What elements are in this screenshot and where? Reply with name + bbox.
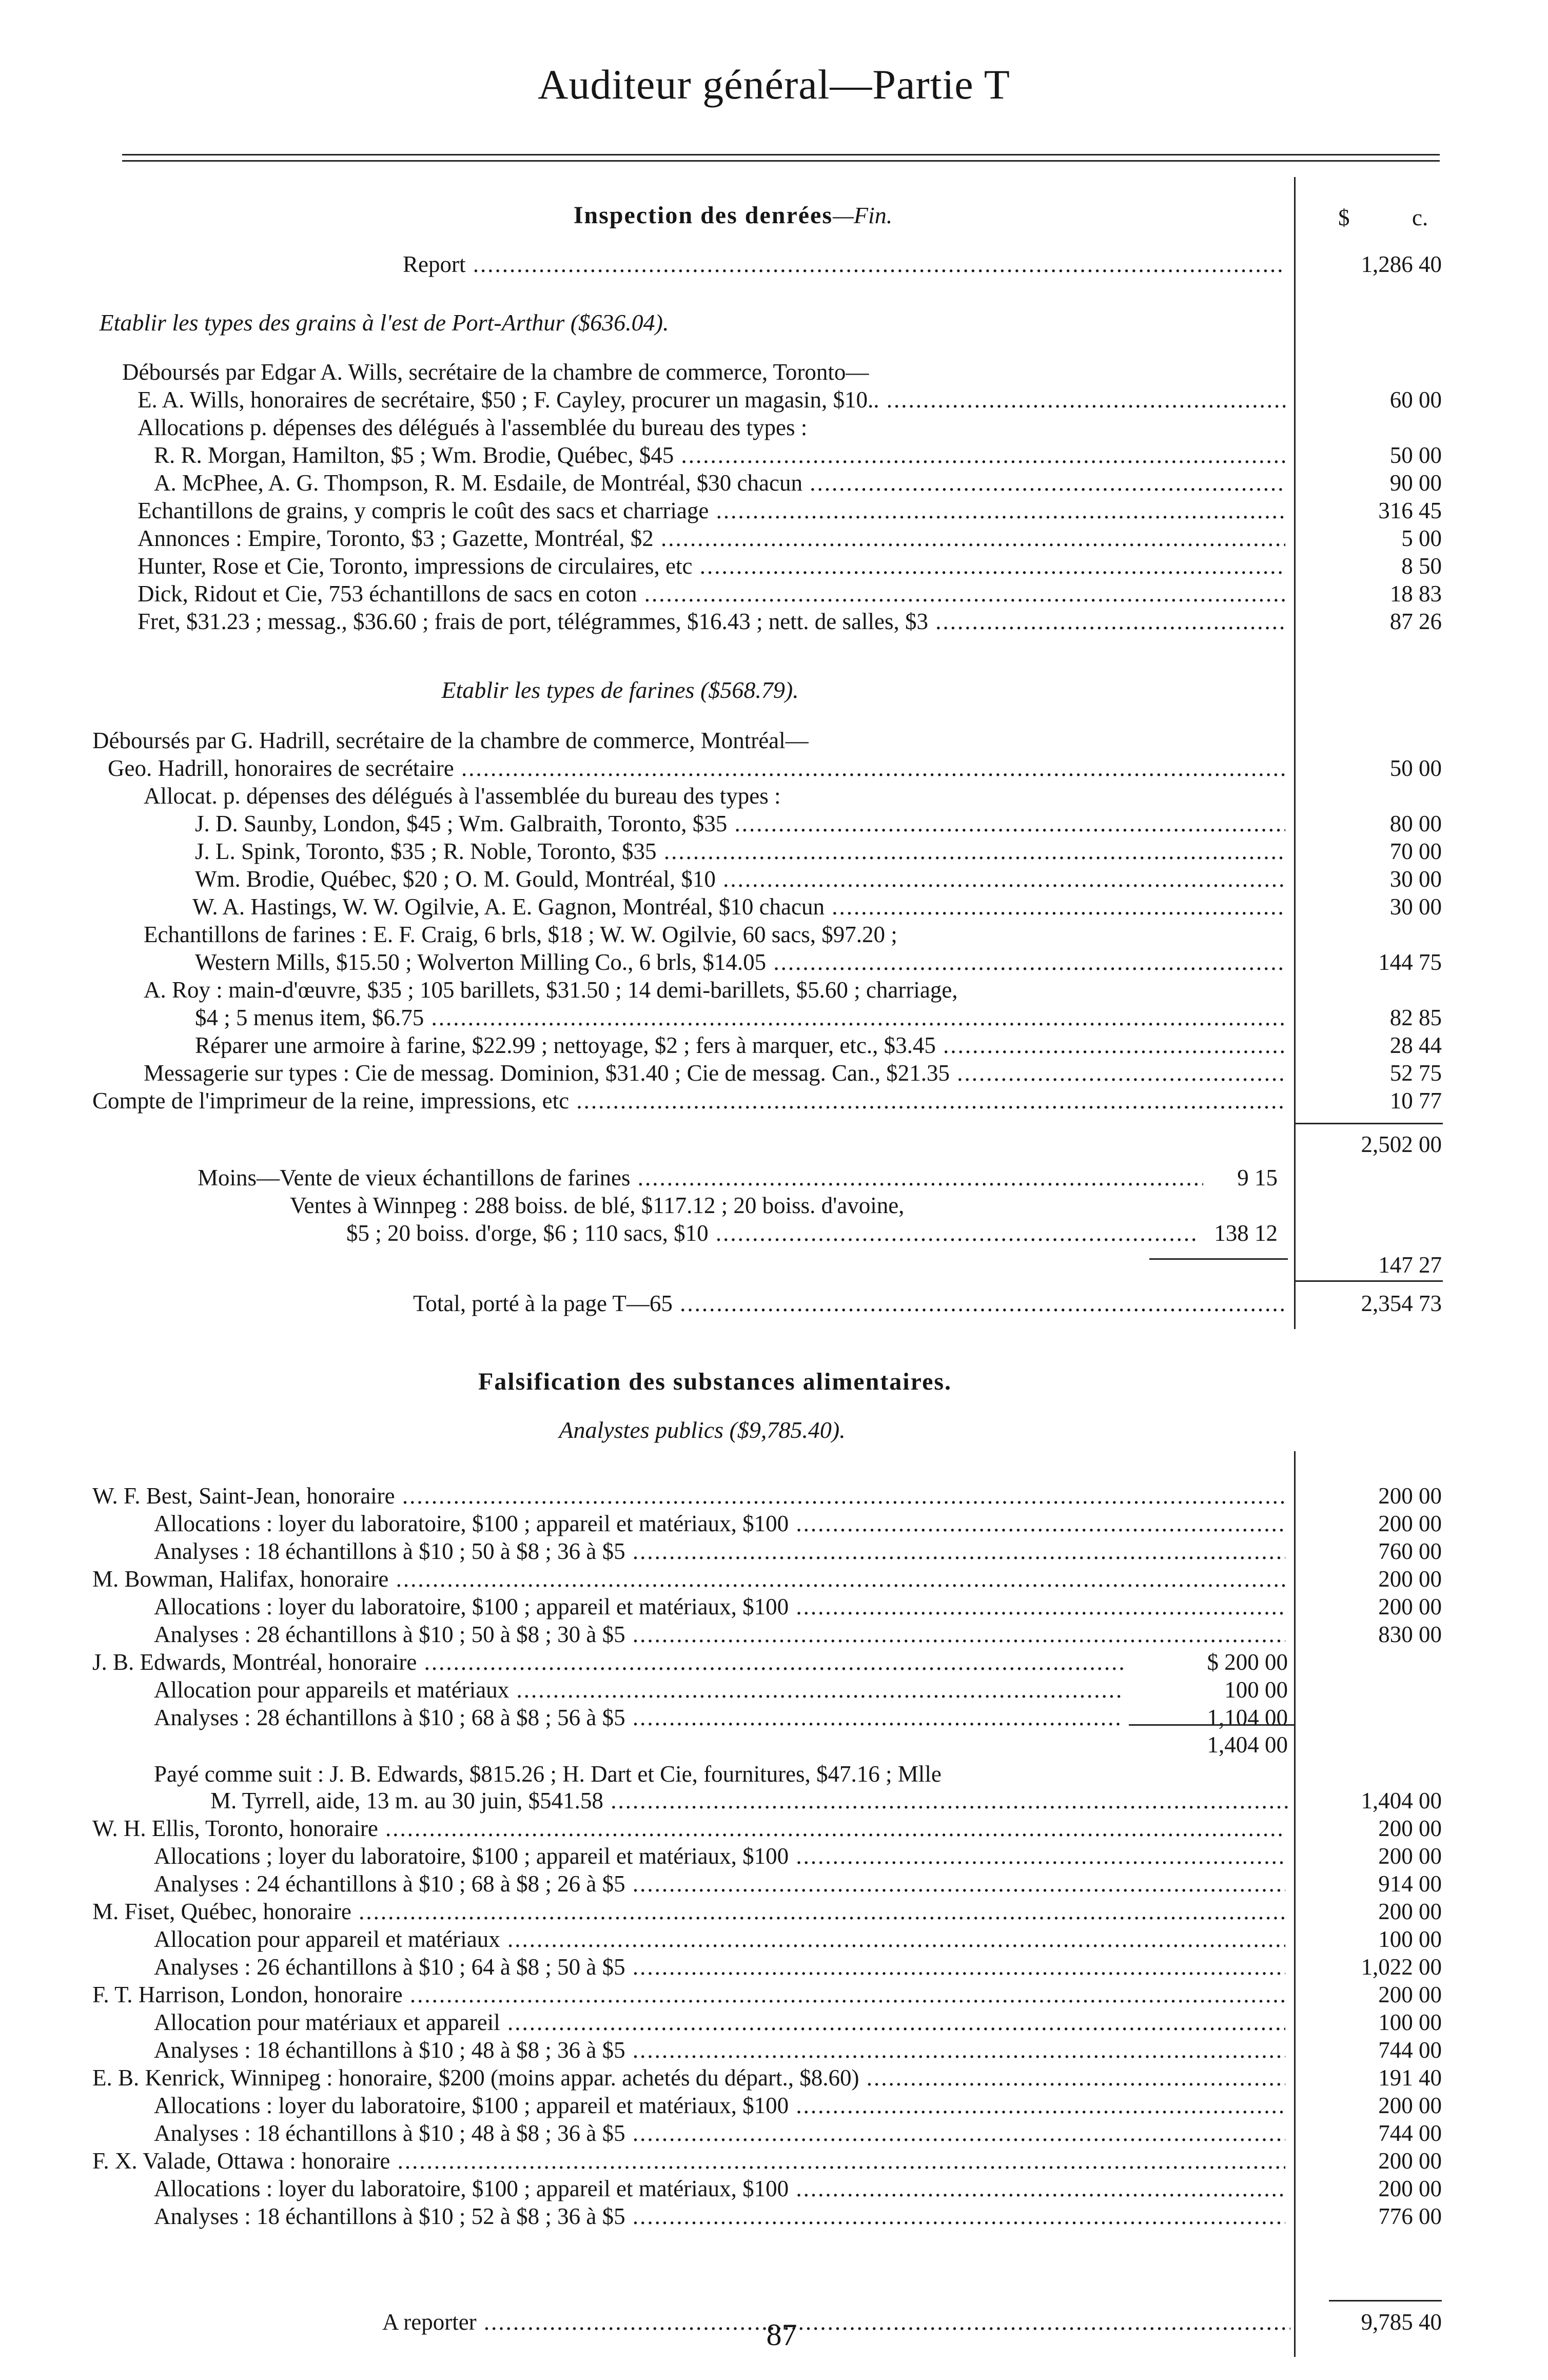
row-amount	[1303, 783, 1442, 809]
row-amount: 50 00	[1389, 442, 1442, 468]
table-row	[0, 1677, 1548, 1703]
table-row	[0, 553, 1548, 579]
row-label: Hunter, Rose et Cie, Toronto, impressions de circulaires, etc .....	[138, 553, 1285, 579]
row-label: Allocations ; loyer du laboratoire, $100 ; appareil et matériaux, $100 .....	[154, 1843, 1285, 1869]
row-label: Analyses : 18 échantillons à $10 ; 48 à $8 ; 36 à $5 .....	[154, 2037, 1285, 2063]
table-row	[0, 1649, 1548, 1675]
table-row	[0, 470, 1548, 496]
carry-label: A reporter .....	[382, 2309, 1290, 2335]
row-label: A. Roy : main-d'œuvre, $35 ; 105 barillets, $31.50 ; 14 demi-barillets, $5.60 ; charriage,	[144, 977, 958, 1003]
row-amount: 744 00	[1378, 2120, 1442, 2146]
table-row	[0, 581, 1548, 607]
row-label: W. A. Hastings, W. W. Ogilvie, A. E. Gagnon, Montréal, $10 chacun .....	[192, 894, 1285, 920]
table-row	[0, 783, 1548, 809]
moins-amount: 9 15	[1237, 1165, 1278, 1191]
row-label: J. D. Saunby, London, $45 ; Wm. Galbraith, Toronto, $35 .....	[195, 811, 1285, 836]
row-amount: 191 40	[1378, 2065, 1442, 2091]
double-rule-top	[122, 154, 1440, 155]
row-label: M. Fiset, Québec, honoraire .....	[92, 1899, 1285, 1924]
table-row	[0, 1060, 1548, 1086]
row-label: E. A. Wills, honoraires de secrétaire, $50 ; F. Cayley, procurer un magasin, $10.. .....	[138, 387, 1285, 413]
row-label: M. Bowman, Halifax, honoraire .....	[92, 1566, 1285, 1592]
total-label: Total, porté à la page T—65 .....	[413, 1291, 1288, 1316]
row-label: Allocations : loyer du laboratoire, $100 ; appareil et matériaux, $100 .....	[154, 1511, 1285, 1536]
row-label: Allocation pour appareils et matériaux .....	[154, 1677, 1124, 1703]
carry-amount: 9,785 40	[1361, 2309, 1442, 2335]
row-amount: 200 00	[1378, 2093, 1442, 2118]
row-amount: 10 77	[1389, 1088, 1442, 1114]
row-amount: 8 50	[1401, 553, 1442, 579]
section-heading-falsification: Falsification des substances alimentaires.	[478, 1368, 952, 1395]
row-label: R. R. Morgan, Hamilton, $5 ; Wm. Brodie, Québec, $45 .....	[154, 442, 1285, 468]
table-row	[0, 2148, 1548, 2174]
table-row	[0, 1926, 1548, 1952]
cents-column-head: c.	[1412, 205, 1428, 230]
table-row	[0, 2120, 1548, 2146]
total-amount: 2,354 73	[1361, 1291, 1442, 1316]
row-label: Echantillons de grains, y compris le coût des sacs et charriage .....	[138, 498, 1285, 523]
table-row	[0, 1954, 1548, 1980]
row-label: Allocation pour appareil et matériaux .....	[154, 1926, 1285, 1952]
row-amount: 760 00	[1378, 1538, 1442, 1564]
row-label: $4 ; 5 menus item, $6.75 .....	[195, 1005, 1285, 1030]
page-title: Auditeur général—Partie T	[538, 61, 1010, 108]
row-label: J. B. Edwards, Montréal, honoraire .....	[92, 1649, 1124, 1675]
row-label: Déboursés par Edgar A. Wills, secrétaire de la chambre de commerce, Toronto—	[122, 359, 869, 385]
row-amount: 80 00	[1389, 811, 1442, 836]
ventes-line-2: $5 ; 20 boiss. d'orge, $6 ; 110 sacs, $10 .....	[346, 1220, 1198, 1246]
report-amount: 1,286 40	[1361, 251, 1442, 277]
table-row	[0, 922, 1548, 947]
table-row	[0, 1816, 1548, 1841]
ventes-row-1	[0, 1193, 1548, 1218]
row-label: Analyses : 28 échantillons à $10 ; 68 à $8 ; 56 à $5 .....	[154, 1705, 1124, 1730]
row-label: W. F. Best, Saint-Jean, honoraire .....	[92, 1483, 1285, 1509]
row-amount: 87 26	[1389, 609, 1442, 634]
table-row	[0, 1871, 1548, 1897]
flour-subheading: Etablir les types de farines ($568.79).	[441, 677, 799, 703]
row-amount	[1303, 977, 1442, 1003]
row-label: Allocations : loyer du laboratoire, $100 ; appareil et matériaux, $100 .....	[154, 2176, 1285, 2201]
table-row	[0, 525, 1548, 551]
row-amount	[1303, 359, 1442, 385]
row-label: Allocat. p. dépenses des délégués à l'assemblée du bureau des types :	[144, 783, 781, 809]
table-row	[0, 866, 1548, 892]
row-label: Analyses : 18 échantillons à $10 ; 52 à $8 ; 36 à $5 .....	[154, 2203, 1285, 2229]
row-amount: 200 00	[1378, 1511, 1442, 1536]
row-label: Geo. Hadrill, honoraires de secrétaire .....	[108, 755, 1285, 781]
row-amount: $ 200 00	[1207, 1649, 1288, 1675]
row-label: Western Mills, $15.50 ; Wolverton Milling Co., 6 brls, $14.05 .....	[195, 949, 1285, 975]
row-amount: 100 00	[1378, 2010, 1442, 2035]
section-heading-inspection	[0, 201, 1507, 229]
row-amount: 200 00	[1378, 1816, 1442, 1841]
subtotal-amount: 2,502 00	[1361, 1132, 1442, 1157]
row-label: F. T. Harrison, London, honoraire .....	[92, 1982, 1285, 2007]
moins-label: Moins—Vente de vieux échantillons de farines .....	[198, 1165, 1203, 1191]
row-amount: 200 00	[1378, 1982, 1442, 2007]
table-row	[0, 755, 1548, 781]
row-label: Fret, $31.23 ; messag., $36.60 ; frais de port, télégrammes, $16.43 ; nett. de salles, $3 .....	[138, 609, 1285, 634]
row-amount: 30 00	[1389, 866, 1442, 892]
table-row	[0, 1622, 1548, 1647]
carry-rule	[1329, 2300, 1442, 2301]
row-label: W. H. Ellis, Toronto, honoraire .....	[92, 1816, 1285, 1841]
row-amount	[1303, 415, 1442, 440]
row-label: E. B. Kenrick, Winnipeg : honoraire, $200 (moins appar. achetés du départ., $8.60) .....	[92, 2065, 1285, 2091]
row-amount: 28 44	[1389, 1032, 1442, 1058]
table-row	[0, 442, 1548, 468]
row-label: Echantillons de farines : E. F. Craig, 6 brls, $18 ; W. W. Ogilvie, 60 sacs, $97.20 ;	[144, 922, 897, 947]
row-amount: 200 00	[1378, 1899, 1442, 1924]
row-label: Analyses : 28 échantillons à $10 ; 50 à $8 ; 30 à $5 .....	[154, 1622, 1285, 1647]
row-label: J. L. Spink, Toronto, $35 ; R. Noble, Toronto, $35 .....	[195, 838, 1285, 864]
paye-row-1	[0, 1761, 1548, 1787]
row-amount: 1,022 00	[1361, 1954, 1442, 1980]
row-amount: 5 00	[1401, 525, 1442, 551]
row-label: Annonces : Empire, Toronto, $3 ; Gazette, Montréal, $2 .....	[138, 525, 1285, 551]
table-row	[0, 1705, 1548, 1730]
edwards-subtotal-rule	[1129, 1724, 1294, 1726]
row-amount: 82 85	[1389, 1005, 1442, 1030]
row-amount: 776 00	[1378, 2203, 1442, 2229]
table-row	[0, 1032, 1548, 1058]
row-label: Allocations : loyer du laboratoire, $100 ; appareil et matériaux, $100 .....	[154, 2093, 1285, 2118]
row-amount	[1303, 922, 1442, 947]
row-amount: 200 00	[1378, 1483, 1442, 1509]
table-row	[0, 838, 1548, 864]
table-row	[0, 894, 1548, 920]
table-row	[0, 2010, 1548, 2035]
table-row	[0, 2176, 1548, 2201]
row-amount: 200 00	[1378, 1566, 1442, 1592]
row-label: Réparer une armoire à farine, $22.99 ; nettoyage, $2 ; fers à marquer, etc., $3.45 .....	[195, 1032, 1285, 1058]
paye-amount: 1,404 00	[1361, 1788, 1442, 1813]
row-label: Analyses : 26 échantillons à $10 ; 64 à $8 ; 50 à $5 .....	[154, 1954, 1285, 1980]
row-label: Messagerie sur types : Cie de messag. Dominion, $31.40 ; Cie de messag. Can., $21.35 .....	[144, 1060, 1285, 1086]
deduction-total-row	[0, 1242, 1548, 1278]
row-label: Analyses : 18 échantillons à $10 ; 48 à $8 ; 36 à $5 .....	[154, 2120, 1285, 2146]
row-label: Allocations p. dépenses des délégués à l'assemblée du bureau des types :	[138, 415, 808, 440]
report-row	[0, 251, 1548, 277]
ventes-line-1: Ventes à Winnpeg : 288 boiss. de blé, $117.12 ; 20 boiss. d'avoine,	[290, 1193, 905, 1218]
table-row	[0, 359, 1548, 385]
row-label: Allocations : loyer du laboratoire, $100 ; appareil et matériaux, $100 .....	[154, 1594, 1285, 1620]
row-amount: 52 75	[1389, 1060, 1442, 1086]
table-row	[0, 387, 1548, 413]
ventes-amount: 138 12	[1214, 1220, 1278, 1246]
table-row	[0, 1843, 1548, 1869]
paye-row-2	[0, 1788, 1548, 1813]
table-row	[0, 1088, 1548, 1114]
row-label: F. X. Valade, Ottawa : honoraire .....	[92, 2148, 1285, 2174]
table-row	[0, 609, 1548, 634]
grain-subheading: Etablir les types des grains à l'est de Port-Arthur ($636.04).	[99, 309, 669, 336]
moins-row	[0, 1165, 1548, 1191]
table-row	[0, 1566, 1548, 1592]
row-label: Analyses : 18 échantillons à $10 ; 50 à $8 ; 36 à $5 .....	[154, 1538, 1285, 1564]
table-row	[0, 977, 1548, 1003]
row-amount: 90 00	[1389, 470, 1442, 496]
table-row	[0, 2037, 1548, 2063]
edwards-subtotal-amount: 1,404 00	[1207, 1732, 1288, 1758]
table-row	[0, 949, 1548, 975]
row-amount: 144 75	[1378, 949, 1442, 975]
dollar-column-head: $	[1338, 205, 1350, 230]
row-amount	[1303, 728, 1442, 753]
row-amount: 50 00	[1389, 755, 1442, 781]
row-amount: 100 00	[1378, 1926, 1442, 1952]
total-rule	[1294, 1280, 1443, 1282]
row-label: Wm. Brodie, Québec, $20 ; O. M. Gould, Montréal, $10 .....	[195, 866, 1285, 892]
row-amount: 18 83	[1389, 581, 1442, 607]
row-amount: 100 00	[1224, 1677, 1288, 1703]
row-amount: 200 00	[1378, 2148, 1442, 2174]
row-amount: 200 00	[1378, 1843, 1442, 1869]
table-row	[0, 1511, 1548, 1536]
paye-line-2: M. Tyrrell, aide, 13 m. au 30 juin, $541.58 .....	[210, 1788, 1288, 1813]
row-amount: 914 00	[1378, 1871, 1442, 1897]
row-label: Analyses : 24 échantillons à $10 ; 68 à $8 ; 26 à $5 .....	[154, 1871, 1285, 1897]
page-number: 87	[766, 2318, 797, 2352]
table-row	[0, 728, 1548, 753]
table-row	[0, 2203, 1548, 2229]
row-amount: 200 00	[1378, 1594, 1442, 1620]
subtotal-row	[0, 1132, 1548, 1157]
row-label: Déboursés par G. Hadrill, secrétaire de la chambre de commerce, Montréal—	[92, 728, 809, 753]
row-label: A. McPhee, A. G. Thompson, R. M. Esdaile, de Montréal, $30 chacun .....	[154, 470, 1285, 496]
table-row	[0, 415, 1548, 440]
table-row	[0, 1538, 1548, 1564]
total-row	[0, 1291, 1548, 1316]
table-row	[0, 1483, 1548, 1509]
section-heading-suffix: —Fin.	[833, 202, 893, 228]
row-label: Allocation pour matériaux et appareil .....	[154, 2010, 1285, 2035]
table-row	[0, 498, 1548, 523]
row-amount: 30 00	[1389, 894, 1442, 920]
table-row	[0, 811, 1548, 836]
table-row	[0, 1594, 1548, 1620]
table-row	[0, 2093, 1548, 2118]
table-row	[0, 1005, 1548, 1030]
report-label: Report .....	[403, 251, 1285, 277]
table-row	[0, 1982, 1548, 2007]
double-rule-bottom	[122, 160, 1440, 162]
row-amount: 316 45	[1378, 498, 1442, 523]
subtotal-rule	[1294, 1123, 1443, 1124]
edwards-subtotal-row	[0, 1732, 1548, 1758]
row-amount: 70 00	[1389, 838, 1442, 864]
row-amount: 1,104 00	[1207, 1705, 1288, 1730]
section-heading-text: Inspection des denrées	[573, 202, 833, 229]
row-label: Dick, Ridout et Cie, 753 échantillons de sacs en coton .....	[138, 581, 1285, 607]
paye-line-1: Payé comme suit : J. B. Edwards, $815.26 ; H. Dart et Cie, fournitures, $47.16 ; Mlle	[154, 1761, 942, 1787]
table-row	[0, 1899, 1548, 1924]
row-amount: 830 00	[1378, 1622, 1442, 1647]
row-amount: 60 00	[1389, 387, 1442, 413]
table-row	[0, 2065, 1548, 2091]
deduction-total-amount: 147 27	[1378, 1252, 1442, 1278]
row-amount: 200 00	[1378, 2176, 1442, 2201]
analystes-subheading: Analystes publics ($9,785.40).	[559, 1417, 846, 1443]
row-label: Compte de l'imprimeur de la reine, impressions, etc .....	[92, 1088, 1285, 1114]
row-amount: 744 00	[1378, 2037, 1442, 2063]
